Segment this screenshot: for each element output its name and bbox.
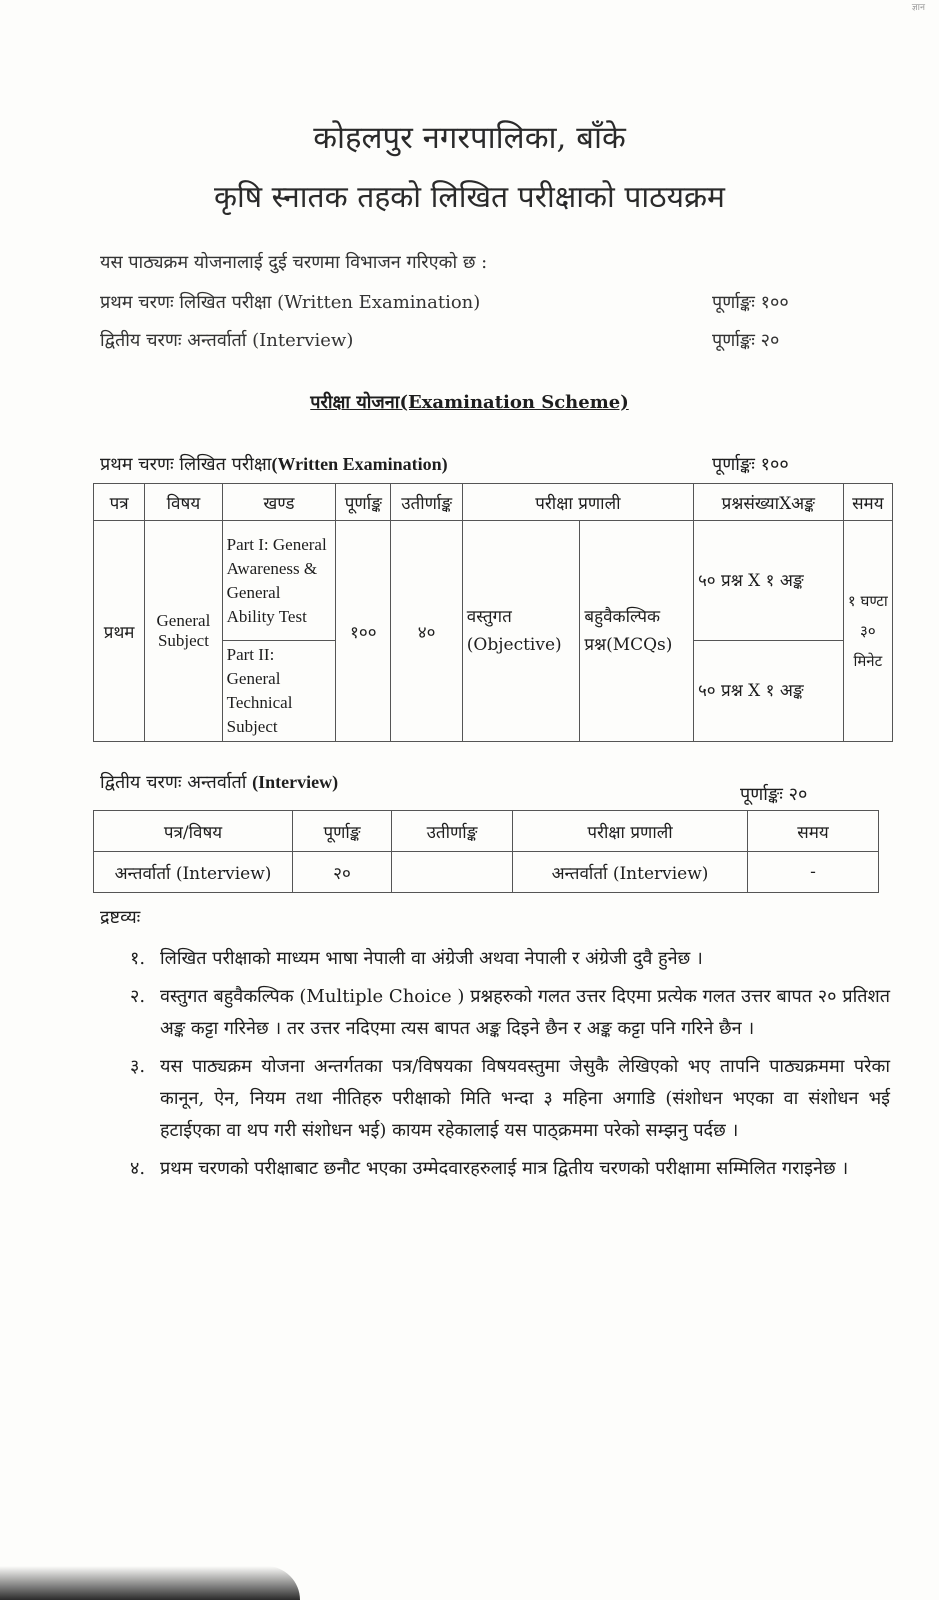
int-col-pass-marks: उतीर्णाङ्क [392,811,513,852]
note-item [100,1153,890,1185]
col-header-exam-method: परीक्षा प्रणाली [462,484,693,521]
cell-method: वस्तुगत (Objective) [462,521,580,742]
int-cell-pass-marks [392,852,513,893]
cell-part2: Part II: General Technical Subject [222,641,336,742]
note-text: प्रथम चरणको परीक्षाबाट छनौट भएका उम्मेदवारहरुलाई मात्र द्वितीय चरणको परीक्षामा सम्मिलित गराइनेछ । [160,1158,849,1179]
cell-part1: Part I: General Awareness & General Ability Test [222,521,336,641]
note-number: २. [130,986,146,1007]
table-header-row [94,484,893,521]
document-subtitle: कृषि स्नातक तहको लिखित परीक्षाको पाठयक्रम [213,180,725,215]
note-item [100,1051,890,1147]
stage2-label: द्वितीय चरणः अन्तर्वार्ता (Interview) [100,330,354,351]
written-full-marks: पूर्णाङ्कः १०० [712,454,789,475]
int-cell-subject: अन्तर्वार्ता (Interview) [94,852,293,893]
written-exam-table [93,483,893,742]
interview-table [93,810,879,893]
col-header-full-marks: पूर्णाङ्क [336,484,391,521]
note-item [100,981,890,1045]
col-header-section: खण्ड [222,484,336,521]
stage2-marks: पूर्णाङ्कः २० [712,330,780,351]
col-header-paper: पत्र [94,484,145,521]
cell-pass-marks: ४० [391,521,462,742]
col-header-time: समय [843,484,892,521]
int-col-method: परीक्षा प्रणाली [513,811,748,852]
interview-full-marks: पूर्णाङ्कः २० [740,784,808,805]
int-col-time: समय [748,811,879,852]
col-header-questions: प्रश्नसंख्याXअङ्क [693,484,843,521]
written-heading [100,452,448,476]
stage1-marks: पूर्णाङ्कः १०० [712,292,789,313]
note-number: १. [130,948,146,969]
int-col-subject: पत्र/विषय [94,811,293,852]
note-text: वस्तुगत बहुवैकल्पिक (Multiple Choice ) प्रश्नहरुको गलत उत्तर दिएमा प्रत्येक गलत उत्तर बापत २० प्रतिशत अङ्क कट्टा गरिनेछ । तर उत्तर नदिएमा त्यस बापत अङ्क दिइने छैन र अङ्क कट्टा पनि गरिने छैन । [160,986,890,1039]
document-title: कोहलपुर नगरपालिका, बाँके [313,120,626,156]
int-cell-full-marks: २० [293,852,392,893]
col-header-subject: विषय [145,484,222,521]
table-header-row [94,811,879,852]
cell-full-marks: १०० [336,521,391,742]
stage1-label: प्रथम चरणः लिखित परीक्षा (Written Examination) [100,292,481,313]
notes-heading: द्रष्टव्यः [100,907,141,928]
int-cell-method: अन्तर्वार्ता (Interview) [513,852,748,893]
page-edge-shadow [0,1566,300,1600]
intro-line: यस पाठ्यक्रम योजनालाई दुई चरणमा विभाजन गरिएको छ : [100,252,488,273]
cell-questions-1: ५० प्रश्न X १ अङ्क [693,521,843,641]
cell-method-type: बहुवैकल्पिक प्रश्न(MCQs) [580,521,694,742]
int-cell-time: - [748,852,879,893]
note-number: ३. [130,1056,146,1077]
interview-heading-en: (Interview) [252,772,339,792]
table-row [94,852,879,893]
note-item [100,943,890,975]
note-number: ४. [130,1158,146,1179]
written-heading-np: प्रथम चरणः लिखित परीक्षा [100,454,272,475]
table-row [94,521,893,641]
cell-time: १ घण्टा ३० मिनेट [843,521,892,742]
int-col-full-marks: पूर्णाङ्क [293,811,392,852]
notes-section [100,905,890,1191]
note-text: यस पाठ्यक्रम योजना अन्तर्गतका पत्र/विषयका विषयवस्तुमा जेसुकै लेखिएको भए तापनि पाठ्यक्रममा परेका कानून, ऐन, नियम तथा नीतिहरु परीक्षाको मिति भन्दा ३ महिना अगाडि (संशोधन भएका वा संशोधन भई हटाईएका वा थप गरी संशोधन भई) कायम रहेकालाई यस पाठ्क्रममा परेको सम्झनु पर्दछ । [160,1056,890,1141]
col-header-pass-marks: उतीर्णाङ्क [391,484,462,521]
corner-mark: ज्ञान [911,3,925,13]
interview-heading-np: द्वितीय चरणः अन्तर्वार्ता [100,772,247,793]
cell-questions-2: ५० प्रश्न X १ अङ्क [693,641,843,742]
cell-paper: प्रथम [94,521,145,742]
cell-subject: General Subject [145,521,222,742]
scheme-title: परीक्षा योजना(Examination Scheme) [310,392,629,413]
written-heading-en: (Written Examination) [271,454,448,474]
note-text: लिखित परीक्षाको माध्यम भाषा नेपाली वा अंग्रेजी अथवा नेपाली र अंग्रेजी दुवै हुनेछ । [160,948,703,969]
interview-heading [100,770,338,794]
